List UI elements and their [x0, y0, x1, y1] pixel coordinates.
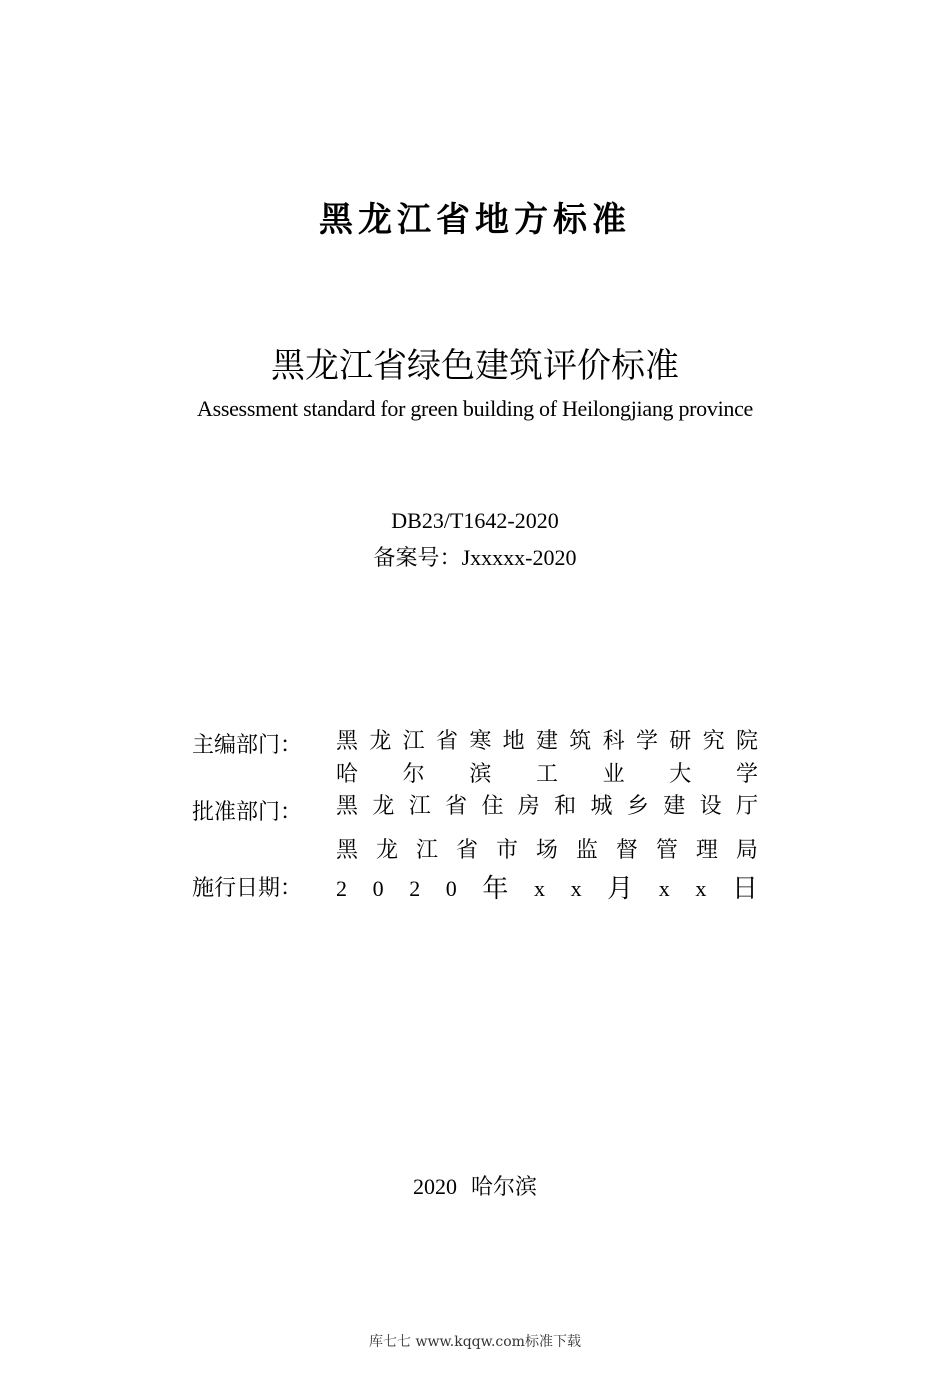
- spaced-character: 厅: [735, 794, 758, 819]
- spaced-character: 学: [635, 729, 658, 754]
- document-title-english: Assessment standard for green building of Heilongjiang province: [196, 396, 754, 421]
- spaced-character: 建: [663, 794, 686, 819]
- spaced-character: x: [533, 876, 545, 901]
- spaced-character: 筑: [569, 729, 592, 754]
- publication-year: 2020: [412, 1174, 457, 1199]
- spaced-character: 住: [481, 794, 504, 819]
- approver-department-line-1: [336, 792, 758, 822]
- spaced-character: 和: [554, 794, 577, 819]
- spaced-character: 江: [402, 729, 425, 754]
- spaced-character: 2: [409, 876, 421, 901]
- document-title-chinese: 黑龙江省绿色建筑评价标准: [271, 346, 679, 386]
- spaced-character: 2: [336, 876, 347, 901]
- spaced-character: 督: [615, 838, 638, 863]
- spaced-character: 局: [735, 838, 758, 863]
- spaced-character: 场: [535, 838, 558, 863]
- spaced-character: 监: [575, 838, 598, 863]
- spaced-character: 学: [735, 762, 758, 787]
- spaced-character: 科: [602, 729, 625, 754]
- spaced-character: 建: [535, 729, 558, 754]
- spaced-character: 省: [455, 838, 478, 863]
- spaced-character: 省: [445, 794, 468, 819]
- spaced-character: 年: [482, 874, 509, 904]
- record-number-line: [0, 544, 950, 573]
- standard-category-heading: 黑龙江省地方标准: [319, 200, 631, 240]
- spaced-character: 院: [735, 729, 758, 754]
- record-number-label: 备案号：: [373, 546, 462, 571]
- spaced-character: 理: [695, 838, 718, 863]
- spaced-character: x: [658, 876, 670, 901]
- effective-date-label: 施行日期：: [192, 876, 303, 901]
- spaced-character: 设: [699, 794, 722, 819]
- download-watermark: 库七七 www.kqqw.com标准下载: [369, 1334, 581, 1350]
- spaced-character: 管: [655, 838, 678, 863]
- spaced-character: 日: [731, 874, 758, 904]
- spaced-character: 究: [702, 729, 725, 754]
- spaced-character: 乡: [626, 794, 649, 819]
- spaced-character: 寒: [469, 729, 492, 754]
- spaced-character: 房: [517, 794, 540, 819]
- approver-department-label: 批准部门：: [192, 800, 303, 825]
- spaced-character: 黑: [336, 838, 359, 863]
- spaced-character: 哈: [336, 762, 359, 787]
- spaced-character: 尔: [402, 762, 425, 787]
- approver-department-line-2: [336, 836, 758, 866]
- spaced-character: 龙: [369, 729, 392, 754]
- spaced-character: 滨: [469, 762, 492, 787]
- spaced-character: 地: [502, 729, 525, 754]
- spaced-character: 江: [415, 838, 438, 863]
- standard-number: DB23/T1642-2020: [391, 508, 559, 533]
- spaced-character: x: [570, 876, 582, 901]
- editor-department-line-1: [336, 727, 758, 757]
- spaced-character: 江: [408, 794, 431, 819]
- spaced-character: 工: [535, 762, 558, 787]
- spaced-character: 0: [445, 876, 457, 901]
- spaced-character: 业: [602, 762, 625, 787]
- spaced-character: 省: [435, 729, 458, 754]
- spaced-character: 0: [372, 876, 384, 901]
- spaced-character: 月: [607, 874, 634, 904]
- spaced-character: x: [695, 876, 707, 901]
- spaced-character: 城: [590, 794, 613, 819]
- editor-department-label: 主编部门：: [192, 733, 303, 758]
- spaced-character: 研: [669, 729, 692, 754]
- spaced-character: 市: [495, 838, 518, 863]
- spaced-character: 黑: [336, 794, 359, 819]
- publication-city: 哈尔滨: [470, 1175, 537, 1200]
- record-number-value: Jxxxxx-2020: [461, 545, 577, 570]
- publication-year-city: [0, 1172, 950, 1203]
- spaced-character: 龙: [375, 838, 398, 863]
- spaced-character: 黑: [336, 729, 359, 754]
- spaced-character: 龙: [372, 794, 395, 819]
- editor-department-line-2: [336, 760, 758, 790]
- spaced-character: 大: [669, 762, 692, 787]
- effective-date-value: [336, 874, 758, 904]
